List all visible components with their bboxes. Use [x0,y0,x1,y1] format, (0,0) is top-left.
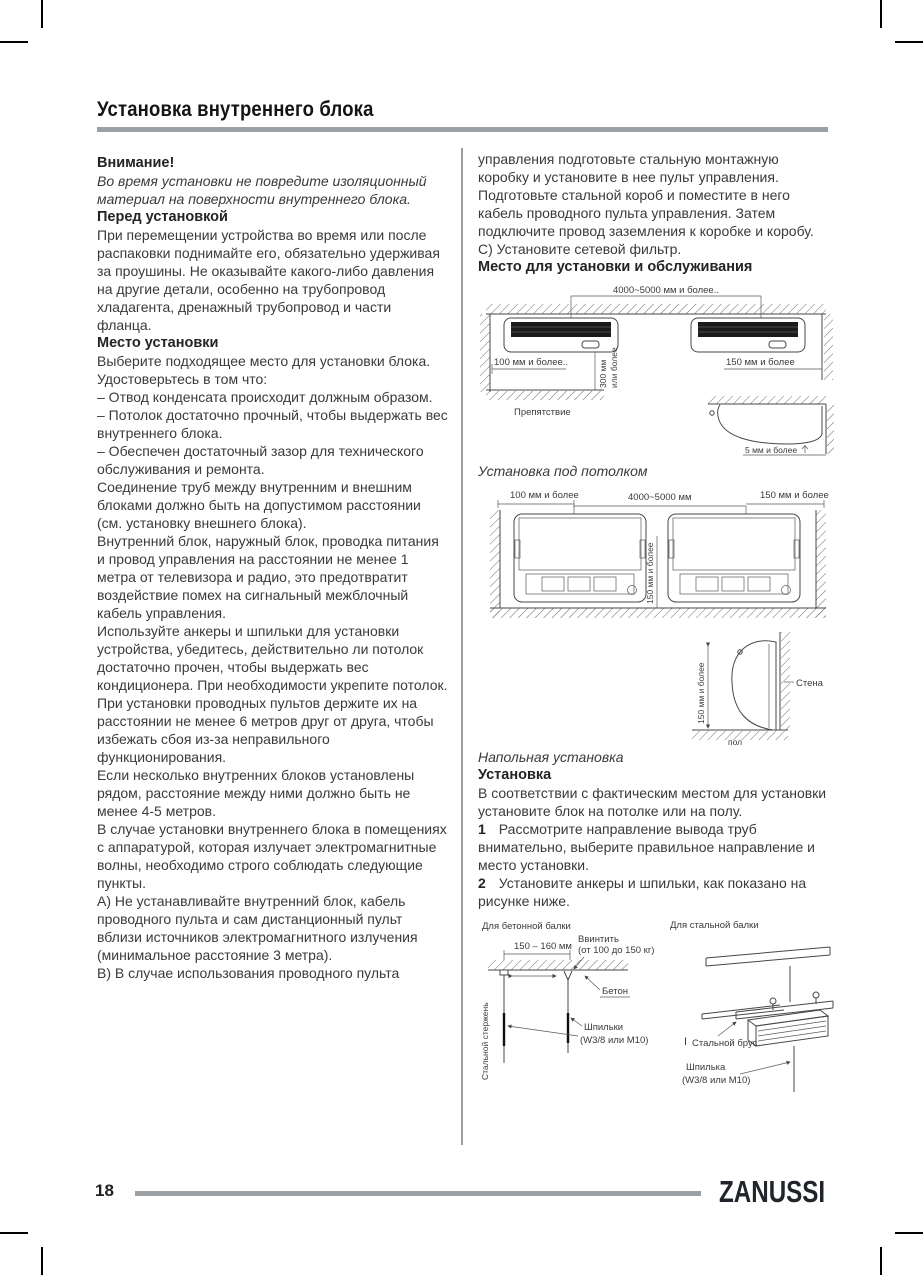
top-dimensions [498,490,829,514]
clearance-label: 150 мм и более [696,662,706,724]
installation-heading: Установка [478,767,552,783]
span-dimension-label: 4000~5000 мм и более.. [612,285,720,296]
caption-floor-installation: Напольная установка [478,749,624,765]
studs-label-2: (W3/8 или M10) [580,1035,649,1046]
height-dimension [595,347,619,390]
steel-beam-figure [670,920,833,1092]
step-2-text: Установите анкеры и шпильки, как показано на рисунке ниже. [478,875,807,909]
height-dimension-label-2: или более [609,347,619,388]
header-rule [97,127,828,132]
list-item: Внутренний блок, наружный блок, проводка питания и провод управления на расстоянии не менее 1 метра от телевизора и радио, это предотвратит воздействие помех на сигнальный межблочный кабель управления. [97,533,439,621]
right-column [478,150,830,1096]
column-divider [461,148,463,1145]
obstacle-label: Препятствие [514,407,571,418]
brand-logo: ZANUSSI [719,1174,826,1209]
studs-label-1: Шпильки [584,1022,624,1033]
steel-bar-label: Стальной брус [692,1038,758,1049]
emc-note: В случае установки внутреннего блока в помещениях с аппаратурой, которая излучает электромагнитные волны, необходимо строго соблюдать следующие пункты. [97,821,447,891]
list-item: Соединение труб между внутренним и внешним блоками должно быть на допустимом расстоянии (см. установку внешнего блока). [97,479,421,531]
diagram-overhead-top-view [478,488,834,628]
page-number: 18 [95,1181,114,1200]
service-space-heading: Место для установки и обслуживания [478,259,753,275]
ibeam-symbol: I [684,1036,688,1048]
footer-rule [135,1191,701,1196]
page-title: Установка внутреннего блока [97,98,374,121]
step-2 [478,874,830,910]
location-heading: Место установки [97,335,219,351]
list-item: Используйте анкеры и шпильки для установки устройства, убедитесь, действительно ли потолок достаточно прочен, чтобы выдержать вес кондиционера. При необходимости укрепите потолок. [97,623,448,693]
diagram-ceiling-clearance [478,284,834,462]
right-dim-label: 150 мм и более [760,490,829,501]
concrete-label: Бетон [602,986,628,997]
clearance-dimension [696,646,708,728]
left-column [97,154,449,982]
emc-note-b: В) В случае использования проводного пульта [97,965,400,981]
center-dim-label: 150 мм и более [645,542,655,604]
before-install-heading: Перед установкой [97,209,228,225]
right-clearance-label: 150 мм и более [726,357,795,368]
height-dimension-label-1: 300 мм [598,359,608,388]
crop-mark-top-right-h [895,41,923,43]
step-1-text: Рассмотрите направление вывода труб внимательно, выберите правильное направление и место установки. [478,821,815,873]
step-2-number: 2 [478,875,486,891]
wall-gap-label: 5 мм и более [745,445,798,455]
diagram-floor-installation [478,630,834,748]
left-clearance-label: 100 мм и более.. [494,357,569,368]
list-item: При установки проводных пультов держите их на расстоянии не менее 6 метров друг от друга, чтобы избежать сбоя из-за неправильного функционирования. [97,695,434,765]
obstacle [486,390,604,418]
emc-note-a: А) Не устанавливайте внутренний блок, кабель проводного пульта и сам дистанционный пульт вблизи источников электромагнитного излучения (минимальное расстояние 3 метра). [97,893,418,963]
unit-top-view-right [668,514,800,602]
crop-mark-top-left-h [0,41,28,43]
crop-mark-top-left-v [41,0,43,28]
side-view [708,396,834,455]
screw-label-2: (от 100 до 150 кг) [578,945,655,956]
steel-rod-label: Стальной стержень [480,1002,490,1080]
diagram-anchor-installation [478,918,834,1096]
location-intro: Выберите подходящее место для установки блока. [97,353,431,369]
before-install-body: При перемещении устройства во время или после распаковки поднимайте его, обязательно удерживая за проушины. Не оказывайте какого-либо давления на другие детали, особенно на трубопровод хладагента, дренажный трубопровод и части фланца. [97,227,440,333]
crop-mark-bottom-right-v [880,1247,882,1275]
concrete-title: Для бетонной балки [482,921,571,932]
unit-top-view-left [514,514,646,602]
right-clearance-dimension [724,357,822,374]
location-check: Удостоверьтесь в том что: [97,371,268,387]
list-item: – Отвод конденсата происходит должным образом. [97,389,433,405]
rod-spacing-label: 150 – 160 мм [514,941,572,952]
steel-title: Для стальной балки [670,920,759,931]
stud-label-2: (W3/8 или M10) [682,1075,751,1086]
attention-body: Во время установки не повредите изоляционный материал на поверхности внутреннего блока. [97,173,427,207]
span-dim-label: 4000~5000 мм [628,492,692,503]
left-clearance-dimension [492,357,568,374]
attention-heading: Внимание! [97,155,175,171]
step-1-number: 1 [478,821,486,837]
indoor-unit-right [691,318,805,352]
floor [692,730,788,747]
center-dimension [645,536,657,608]
list-item: – Потолок достаточно прочный, чтобы выдержать вес внутреннего блока. [97,407,448,441]
crop-mark-top-right-v [880,0,882,28]
screw-label-1: Ввинтить [578,934,619,945]
step-1 [478,820,830,874]
list-item: Если несколько внутренних блоков установлены рядом, расстояние между ними должно быть не менее 4-5 метров. [97,767,415,819]
floor-unit [732,641,776,730]
wall-label: Стена [796,678,823,689]
stud-label-1: Шпилька [686,1062,726,1073]
wall [780,632,824,730]
left-dim-label: 100 мм и более [510,490,579,501]
floor-label: пол [728,737,743,747]
installation-intro: В соответствии с фактическим местом для установки установите блок на потолке или на полу. [478,785,827,819]
list-item: – Обеспечен достаточный зазор для технического обслуживания и ремонта. [97,443,424,477]
crop-mark-bottom-left-v [41,1247,43,1275]
continuation-paragraph: управления подготовьте стальную монтажную коробку и установите в нее пульт управления. Подготовьте стальной короб и поместите в него кабель проводного пульта управления. Затем подключите провод заземления к коробке и коробу. C) Установите сетевой фильтр. [478,151,814,257]
caption-ceiling-installation: Установка под потолком [478,463,648,479]
crop-mark-bottom-left-h [0,1232,28,1234]
concrete-beam-figure [480,921,654,1080]
indoor-unit-left [504,318,618,352]
crop-mark-bottom-right-h [895,1232,923,1234]
